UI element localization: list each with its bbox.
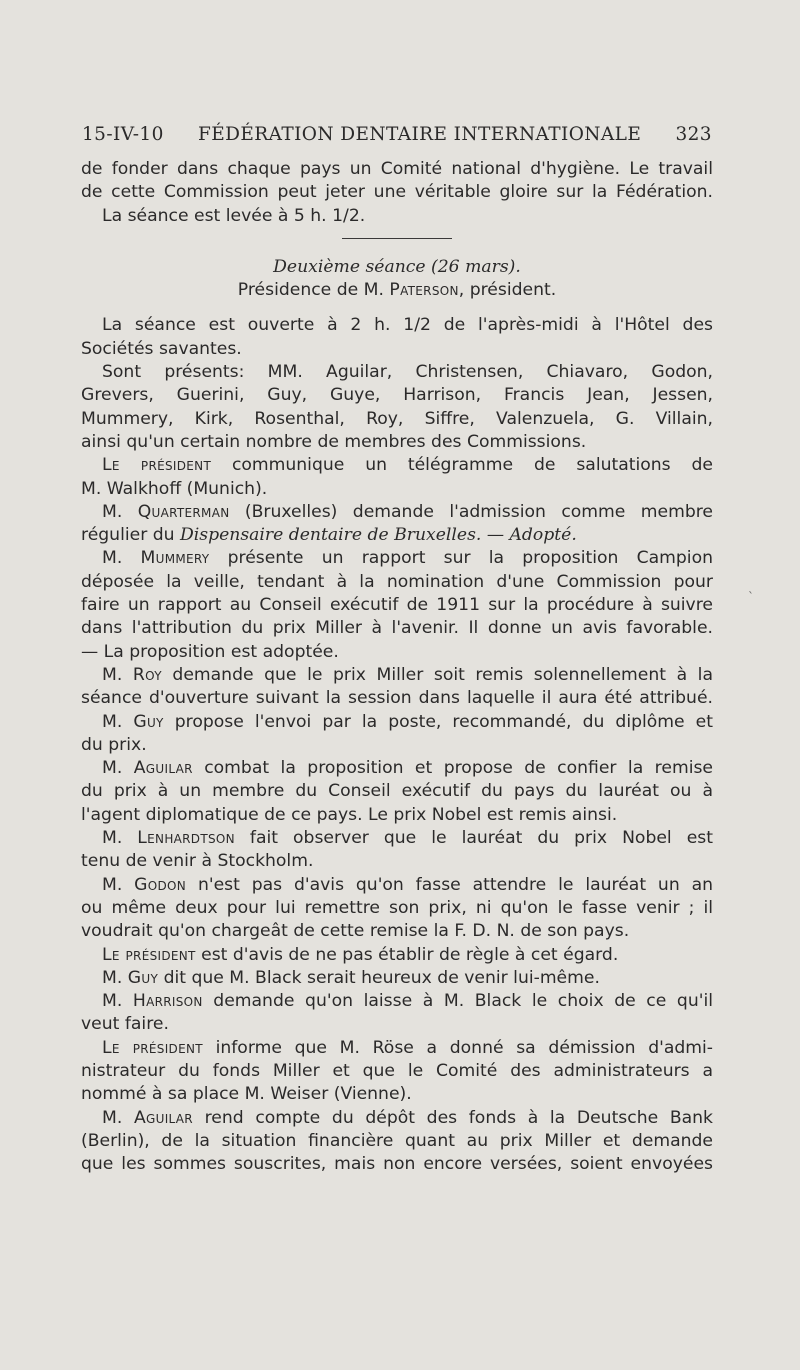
text-line	[81, 967, 713, 990]
text-line	[81, 827, 713, 850]
text-span: est d'avis de ne pas établir de règle à cet égard.	[195, 944, 619, 965]
speaker-name: Lenhardtson	[137, 828, 235, 849]
session-heading: Deuxième séance (26 mars).	[273, 256, 521, 277]
text-line: La séance est levée à 5 h. 1/2.	[102, 205, 366, 226]
text-span: régulier du	[81, 525, 180, 546]
presidency-text-end: , président.	[458, 280, 557, 301]
text-line	[81, 990, 713, 1013]
speaker-name: Le président	[102, 944, 196, 965]
text-span: M.	[102, 967, 128, 988]
text-line: La séance est ouverte à 2 h. 1/2 de l'après-midi à l'Hôtel des	[102, 315, 713, 336]
text-span: M.	[102, 548, 141, 569]
presidency-text: Présidence de M.	[237, 280, 390, 301]
text-line: Sont présents: MM. Aguilar, Christensen, Chiavaro, Godon,	[102, 362, 713, 383]
text-line	[81, 547, 713, 570]
header-title: FÉDÉRATION DENTAIRE INTERNATIONALE	[198, 124, 642, 145]
text-line: du prix.	[81, 734, 147, 755]
text-line	[81, 454, 713, 477]
text-span: M.	[102, 1107, 134, 1128]
text-span: M.	[102, 664, 133, 685]
text-line: — La proposition est adoptée.	[81, 641, 339, 662]
text-span: présente un rapport sur la proposition Campion	[209, 548, 713, 569]
margin-speck: ˋ	[748, 590, 754, 604]
text-span: dit que M. Black serait heureux de venir lui-même.	[158, 967, 600, 988]
president-name: Paterson	[389, 280, 459, 301]
text-span: informe que M. Röse a donné sa démission d'admi-	[202, 1037, 713, 1058]
text-span: demande qu'on laisse à M. Black le choix de ce qu'il	[202, 991, 713, 1012]
speaker-name: Mummery	[140, 548, 210, 569]
text-span: propose l'envoi par la poste, recommandé, du diplôme et	[163, 711, 713, 732]
text-line: déposée la veille, tendant à la nomination d'une Commission pour	[81, 571, 713, 592]
text-line: veut faire.	[81, 1014, 169, 1035]
text-line	[81, 874, 713, 897]
text-span: M.	[102, 828, 138, 849]
page-body	[81, 158, 713, 1176]
text-line: du prix à un membre du Conseil exécutif du pays du lauréat ou à	[81, 781, 713, 802]
text-line	[81, 524, 713, 547]
text-line: nommé à sa place M. Weiser (Vienne).	[81, 1084, 412, 1105]
text-line	[81, 1107, 713, 1130]
header-date: 15-IV-10	[82, 124, 164, 145]
text-line	[81, 1037, 713, 1060]
text-line: séance d'ouverture suivant la session dans laquelle il aura été attribué.	[81, 688, 713, 709]
text-line: (Berlin), de la situation financière quant au prix Miller et demande	[81, 1130, 713, 1151]
text-line: voudrait qu'on chargeât de cette remise la F. D. N. de son pays.	[81, 921, 630, 942]
text-span: M.	[102, 991, 133, 1012]
speaker-name: Guy	[133, 711, 164, 732]
speaker-name: Aguilar	[133, 1107, 193, 1128]
text-line: l'agent diplomatique de ce pays. Le prix Nobel est remis ainsi.	[81, 804, 618, 825]
text-span: combat la proposition et propose de confier la remise	[192, 758, 713, 779]
text-line	[81, 944, 713, 967]
running-header	[82, 124, 712, 145]
text-line: Mummery, Kirk, Rosenthal, Roy, Siffre, Valenzuela, G. Villain,	[81, 408, 713, 429]
speaker-name: Guy	[127, 967, 159, 988]
text-span: M.	[102, 711, 134, 732]
text-span: fait observer que le lauréat du prix Nobel est	[234, 828, 713, 849]
text-span: n'est pas d'avis qu'on fasse attendre le lauréat un an	[186, 874, 713, 895]
section-divider	[342, 238, 452, 239]
speaker-name: Aguilar	[133, 758, 193, 779]
text-span: M.	[102, 874, 135, 895]
speaker-name: Godon	[134, 874, 187, 895]
text-line: nistrateur du fonds Miller et que le Comité des administrateurs a	[81, 1060, 713, 1081]
page-number: 323	[675, 124, 712, 145]
text-line: Sociétés savantes.	[81, 338, 242, 359]
text-line: Grevers, Guerini, Guy, Guye, Harrison, Francis Jean, Jessen,	[81, 385, 713, 406]
speaker-name: Roy	[132, 664, 162, 685]
text-span: M.	[102, 758, 134, 779]
text-span: demande que le prix Miller soit remis solennellement à la	[161, 664, 713, 685]
text-line	[81, 711, 713, 734]
text-span: communique un télégramme de salutations de	[211, 455, 713, 476]
text-line	[81, 501, 713, 524]
text-line: M. Walkhoff (Munich).	[81, 478, 268, 499]
text-span: M.	[102, 501, 138, 522]
text-line: dans l'attribution du prix Miller à l'avenir. Il donne un avis favorable.	[81, 618, 713, 639]
text-span: (Bruxelles) demande l'admission comme membre	[229, 501, 713, 522]
text-line: faire un rapport au Conseil exécutif de 1911 sur la procédure à suivre	[81, 595, 713, 616]
text-line: ainsi qu'un certain nombre de membres des Commissions.	[81, 431, 587, 452]
text-line: de cette Commission peut jeter une véritable gloire sur la Fédération.	[81, 182, 713, 203]
text-line: tenu de venir à Stockholm.	[81, 851, 314, 872]
text-line	[81, 664, 713, 687]
speaker-name: Le président	[102, 455, 212, 476]
text-line	[81, 757, 713, 780]
presidency-line	[81, 279, 713, 302]
text-line: de fonder dans chaque pays un Comité national d'hygiène. Le travail	[81, 159, 713, 179]
text-line: ou même deux pour lui remettre son prix, ni qu'on le fasse venir ; il	[81, 897, 713, 918]
speaker-name: Harrison	[132, 991, 203, 1012]
italic-span: Dispensaire dentaire de Bruxelles. — Adopté.	[180, 525, 577, 546]
text-line: que les sommes souscrites, mais non encore versées, soient envoyées	[81, 1154, 713, 1175]
text-span: rend compte du dépôt des fonds à la Deutsche Bank	[192, 1107, 713, 1128]
speaker-name: Le président	[102, 1037, 203, 1058]
speaker-name: Quarterman	[137, 501, 230, 522]
